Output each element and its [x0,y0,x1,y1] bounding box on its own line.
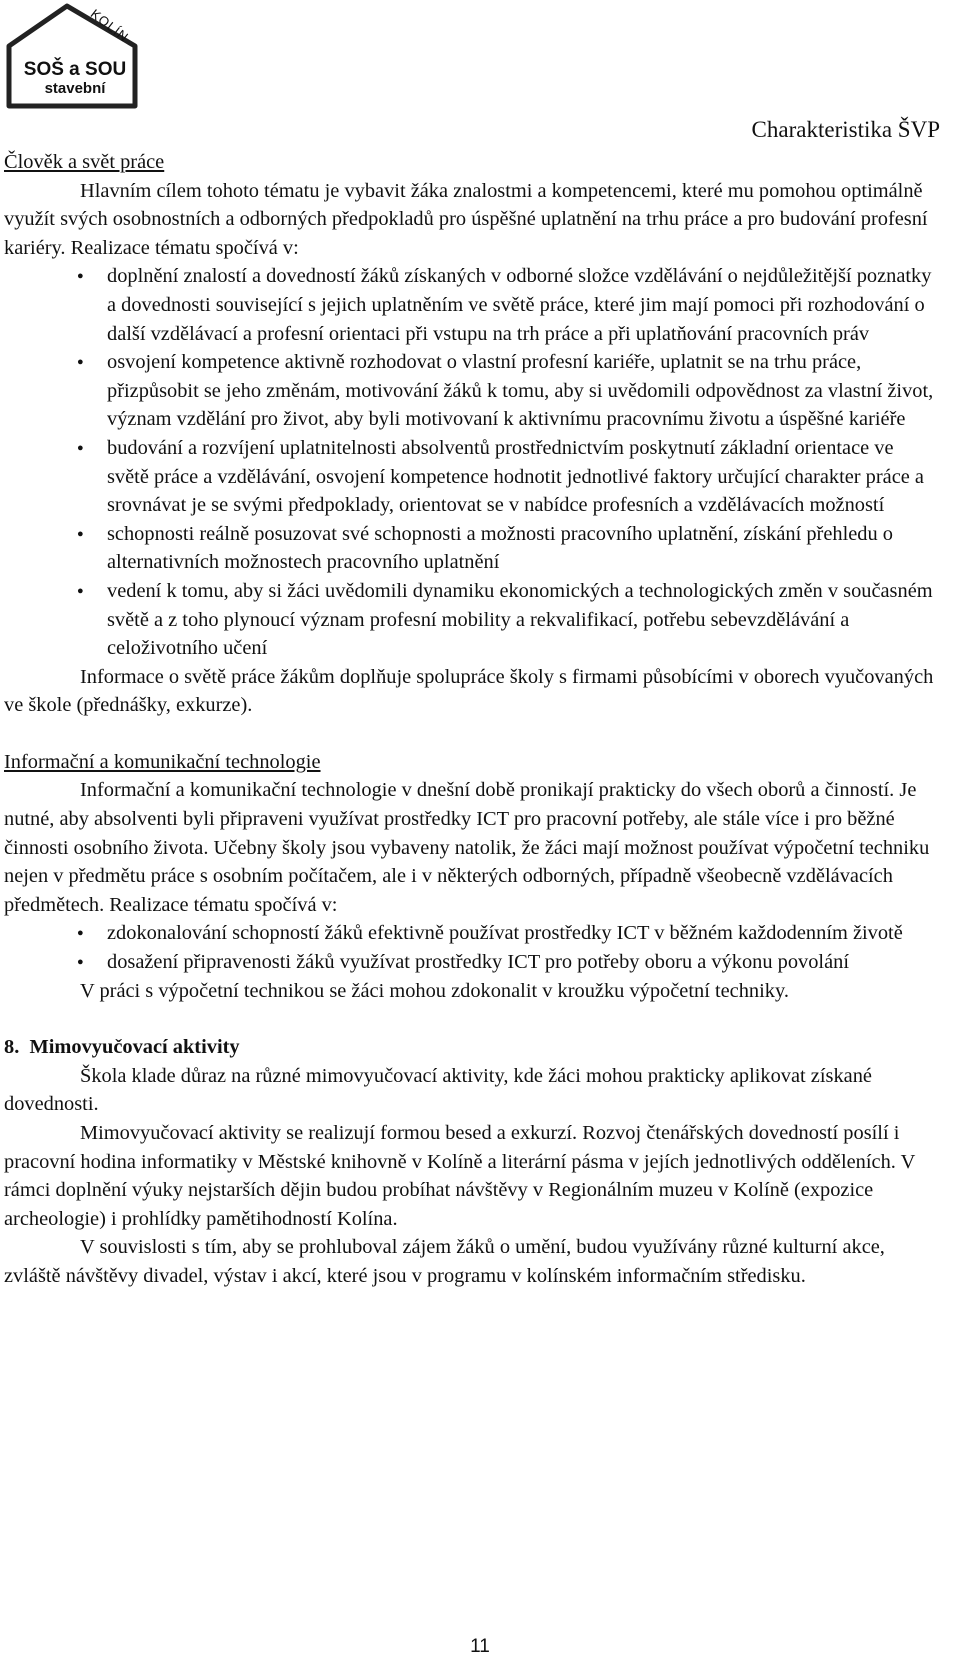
list-item: ● osvojení kompetence aktivně rozhodovat o vlastní profesní kariéře, uplatnit se na trhu práce, přizpůsobit se jeho změnám, motivování žáků k tomu, aby si uvědomili odpovědnost za vlastní život, význam vzdělání pro život, aby byli motivovaní k aktivnímu pracovnímu životu a úspěšné kariéře [4,348,934,434]
section-work-list [4,262,934,662]
document-body [4,148,934,1291]
section-work-intro: Hlavním cílem tohoto tématu je vybavit žáka znalostmi a kompetencemi, které mu pomohou optimálně využít svých osobnostních a odborných předpokladů pro úspěšné uplatnění na trhu práce a pro budování profesní kariéry. Realizace tématu spočívá v: [4,179,928,259]
school-logo [5,2,141,112]
page-number: 11 [470,1636,490,1657]
section-heading-ict: Informační a komunikační technologie [4,750,321,773]
section-heading-work: Člověk a svět práce [4,151,165,173]
list-item: ● dosažení připravenosti žáků využívat prostředky ICT pro potřeby oboru a výkonu povolání [4,948,934,977]
logo-town: KOLÍN [87,6,132,45]
section-number: 8. [4,1036,20,1059]
list-item: ● schopnosti reálně posuzovat své schopnosti a možnosti pracovního uplatnění, získání přehledu o alternativních možnostech pracovního uplatnění [4,520,934,577]
activities-paragraph: Škola klade důraz na různé mimovyučovací aktivity, kde žáci mohou prakticky aplikovat získané dovednosti. [4,1064,872,1116]
logo-line2: stavební [44,80,106,97]
section-work-outro: Informace o světě práce žákům doplňuje spolupráce školy s firmami působícími v oborech vyučovaných ve škole (přednášky, exkurze). [4,665,934,717]
section-ict-outro: V práci s výpočetní technikou se žáci mohou zdokonalit v kroužku výpočetní techniky. [80,979,789,1002]
section-title: Mimovyučovací aktivity [29,1036,240,1059]
list-item: ● zdokonalování schopností žáků efektivně používat prostředky ICT v běžném každodenním životě [4,919,934,948]
list-item: ● doplnění znalostí a dovedností žáků získaných v odborné složce vzdělávání o nejdůležitější poznatky a dovednosti související s jejich uplatněním ve světě práce, které jim mají pomoci při rozhodování o další vzdělávací a profesní orientaci při vstupu na trh práce a při uplatňování pracovních práv [4,262,934,348]
section-heading-activities [4,1033,934,1062]
activities-paragraph: Mimovyučovací aktivity se realizují formou besed a exkurzí. Rozvoj čtenářských dovedností posílí i pracovní hodina informatiky v Městské knihovně v Kolíně a literární pásma v jejích jednotlivých odděleních. V rámci doplnění výuky nejstarších dějin budou probíhat návštěvy v Regionálním muzeu v Kolíně (expozice archeologie) i prohlídky pamětihodností Kolína. [4,1122,915,1230]
activities-paragraph: V souvislosti s tím, aby se prohluboval zájem žáků o umění, budou využívány různé kulturní akce, zvláště návštěvy divadel, výstav i akcí, které jsou v programu v kolínském informačním středisku. [4,1236,885,1287]
list-item: ● vedení k tomu, aby si žáci uvědomili dynamiku ekonomických a technologických změn v současném světě a z toho plynoucí význam profesní mobility a rekvalifikací, potřebu sebevzdělávání a celoživotního učení [4,577,934,663]
list-item: ● budování a rozvíjení uplatnitelnosti absolventů prostřednictvím poskytnutí základní orientace ve světě práce a vzdělávání, osvojení kompetence hodnotit jednotlivé faktory určující charakter práce a srovnávat je se svými předpoklady, orientovat se v nabídce profesních a vzdělávacích možností [4,434,934,520]
page-header-title: Charakteristika ŠVP [751,117,940,142]
section-ict-intro: Informační a komunikační technologie v dnešní době pronikají prakticky do všech oborů a činností. Je nutné, aby absolventi byli připraveni využívat prostředky ICT pro pracovní potřeby, ale stále více i pro běžné činnosti osobního života. Učebny školy jsou vybaveny natolik, že žáci mají možnost používat výpočetní techniku nejen v předmětu práce s osobním počítačem, ale i v některých odborných, případně všeobecně vzdělávacích předmětech. Realizace tématu spočívá v: [4,779,930,916]
logo-line1: SOŠ a SOU [23,59,127,80]
section-ict-list [4,919,934,976]
